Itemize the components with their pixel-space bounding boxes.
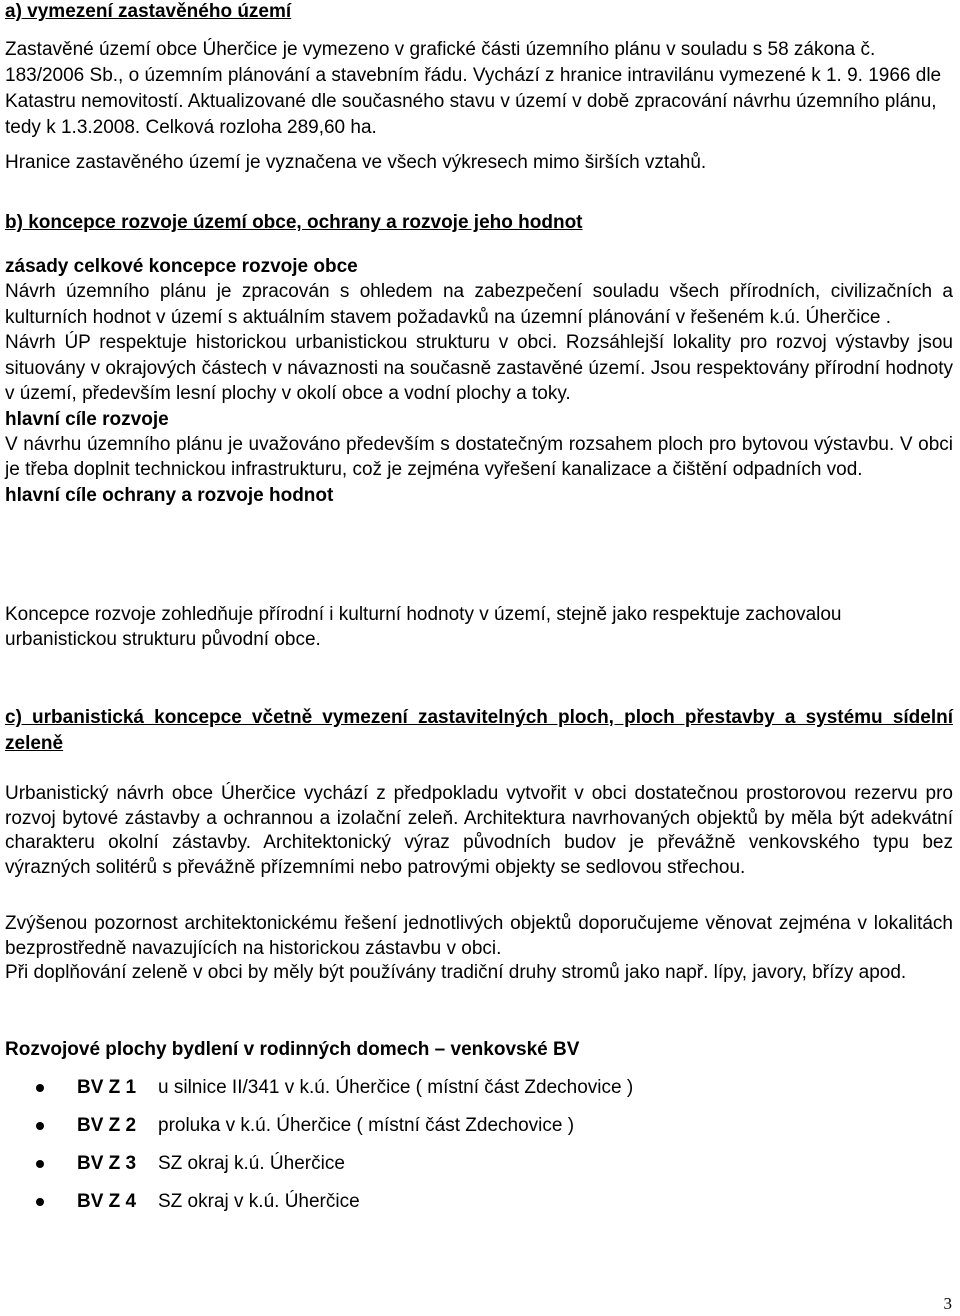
section-b-paragraph-1: Návrh územního plánu je zpracován s ohledem na zabezpečení souladu všech přírodních, civilizačních a kulturních hodnot v území s aktuálním stavem požadavků na územní plánování v řešeném k.ú. Úherčice . (5, 281, 953, 328)
section-b-paragraph-2: Návrh ÚP respektuje historickou urbanistickou strukturu v obci. Rozsáhlejší lokality pro rozvoj výstavby jsou situovány v okrajových částech v návaznosti na současně zastavěné území. Jsou respektovány přírodní hodnoty v území, především lesní plochy v okolí obce a vodní plochy a toky. (5, 332, 953, 404)
list-item (5, 1151, 945, 1189)
list-item-code: BV Z 1 (77, 1077, 137, 1098)
bullet-icon (36, 1084, 44, 1092)
list-item-description: SZ okraj k.ú. Úherčice (158, 1153, 345, 1174)
section-c-more (5, 912, 953, 986)
section-b-subheading-goals: hlavní cíle rozvoje (5, 408, 169, 430)
list-item (5, 1075, 945, 1113)
development-list (5, 1075, 945, 1227)
section-a-paragraph: Zastavěné území obce Úherčice je vymezeno v grafické části územního plánu v souladu s 58 zákona č. 183/2006 Sb., o územním plánování a stavebním řádu. Vychází z hranice intravilánu vymezené k 1. 9. 1966 dle Katastru nemovitostí. Aktualizované dle současného stavu v území v době zpracování návrhu územního plánu, tedy k 1.3.2008. Celková rozloha 289,60 ha. (5, 39, 942, 138)
list-item (5, 1189, 945, 1227)
section-a-paragraph-2: Hranice zastavěného území je vyznačena ve všech výkresech mimo širších vztahů. (5, 152, 707, 173)
section-c-paragraph-3: Při doplňování zeleně v obci by měly být používány tradiční druhy stromů jako např. lípy, javory, břízy apod. (5, 962, 907, 983)
section-b-subheading-concept: zásady celkové koncepce rozvoje obce (5, 256, 358, 277)
list-item-code: BV Z 2 (77, 1115, 137, 1136)
section-c (5, 705, 953, 757)
section-c-paragraph-2: Zvýšenou pozornost architektonickému řešení jednotlivých objektů doporučujeme věnovat zejména v lokalitách bezprostředně navazujících na historickou zástavbu v obci. (5, 913, 953, 959)
section-a-heading: a) vymezení zastavěného území (5, 1, 292, 22)
section-c-heading: c) urbanistická koncepce včetně vymezení zastavitelných ploch, ploch přestavby a systému sídelní zeleně (5, 707, 953, 754)
list-item-description: u silnice II/341 v k.ú. Úherčice ( místní část Zdechovice ) (158, 1077, 634, 1098)
section-c-paragraph-1: Urbanistický návrh obce Úherčice vychází z předpokladu vytvořit v obci dostatečnou prostorovou rezervu pro rozvoj bytové zástavby a ochrannou a izolační zeleň. Architektura navrhovaných objektů by měla být adekvátní charakteru okolní zástavby. Architektonický výraz původních budov je převážně venkovského typu bez výrazných solitérů s převážně přízemními nebo patrovými objekty se sedlovou střechou. (5, 783, 953, 878)
section-b-subheading-protection: hlavní cíle ochrany a rozvoje hodnot (5, 484, 334, 506)
section-b-heading: b) koncepce rozvoje území obce, ochrany a rozvoje jeho hodnot (5, 212, 583, 233)
development-heading: Rozvojové plochy bydlení v rodinných domech – venkovské BV (5, 1039, 580, 1060)
list-item-description: SZ okraj v k.ú. Úherčice (158, 1191, 360, 1212)
list-item-code: BV Z 4 (77, 1191, 137, 1212)
list-item-description: proluka v k.ú. Úherčice ( místní část Zdechovice ) (158, 1115, 575, 1136)
list-item (5, 1113, 945, 1151)
page-number: 3 (943, 1294, 952, 1313)
list-item-code: BV Z 3 (77, 1153, 137, 1174)
bullet-icon (36, 1198, 44, 1206)
bullet-icon (36, 1122, 44, 1130)
section-b-paragraph-3: V návrhu územního plánu je uvažováno především s dostatečným rozsahem ploch pro bytovou výstavbu. V obci je třeba doplnit technickou infrastrukturu, což je zejména vyřešení kanalizace a čištění odpadních vod. (5, 433, 953, 480)
bullet-icon (36, 1160, 44, 1168)
section-b-paragraph-4: Koncepce rozvoje zohledňuje přírodní i kulturní hodnoty v území, stejně jako respektuje zachovalou urbanistickou strukturu původní obce. (5, 604, 842, 650)
section-b (5, 210, 953, 508)
